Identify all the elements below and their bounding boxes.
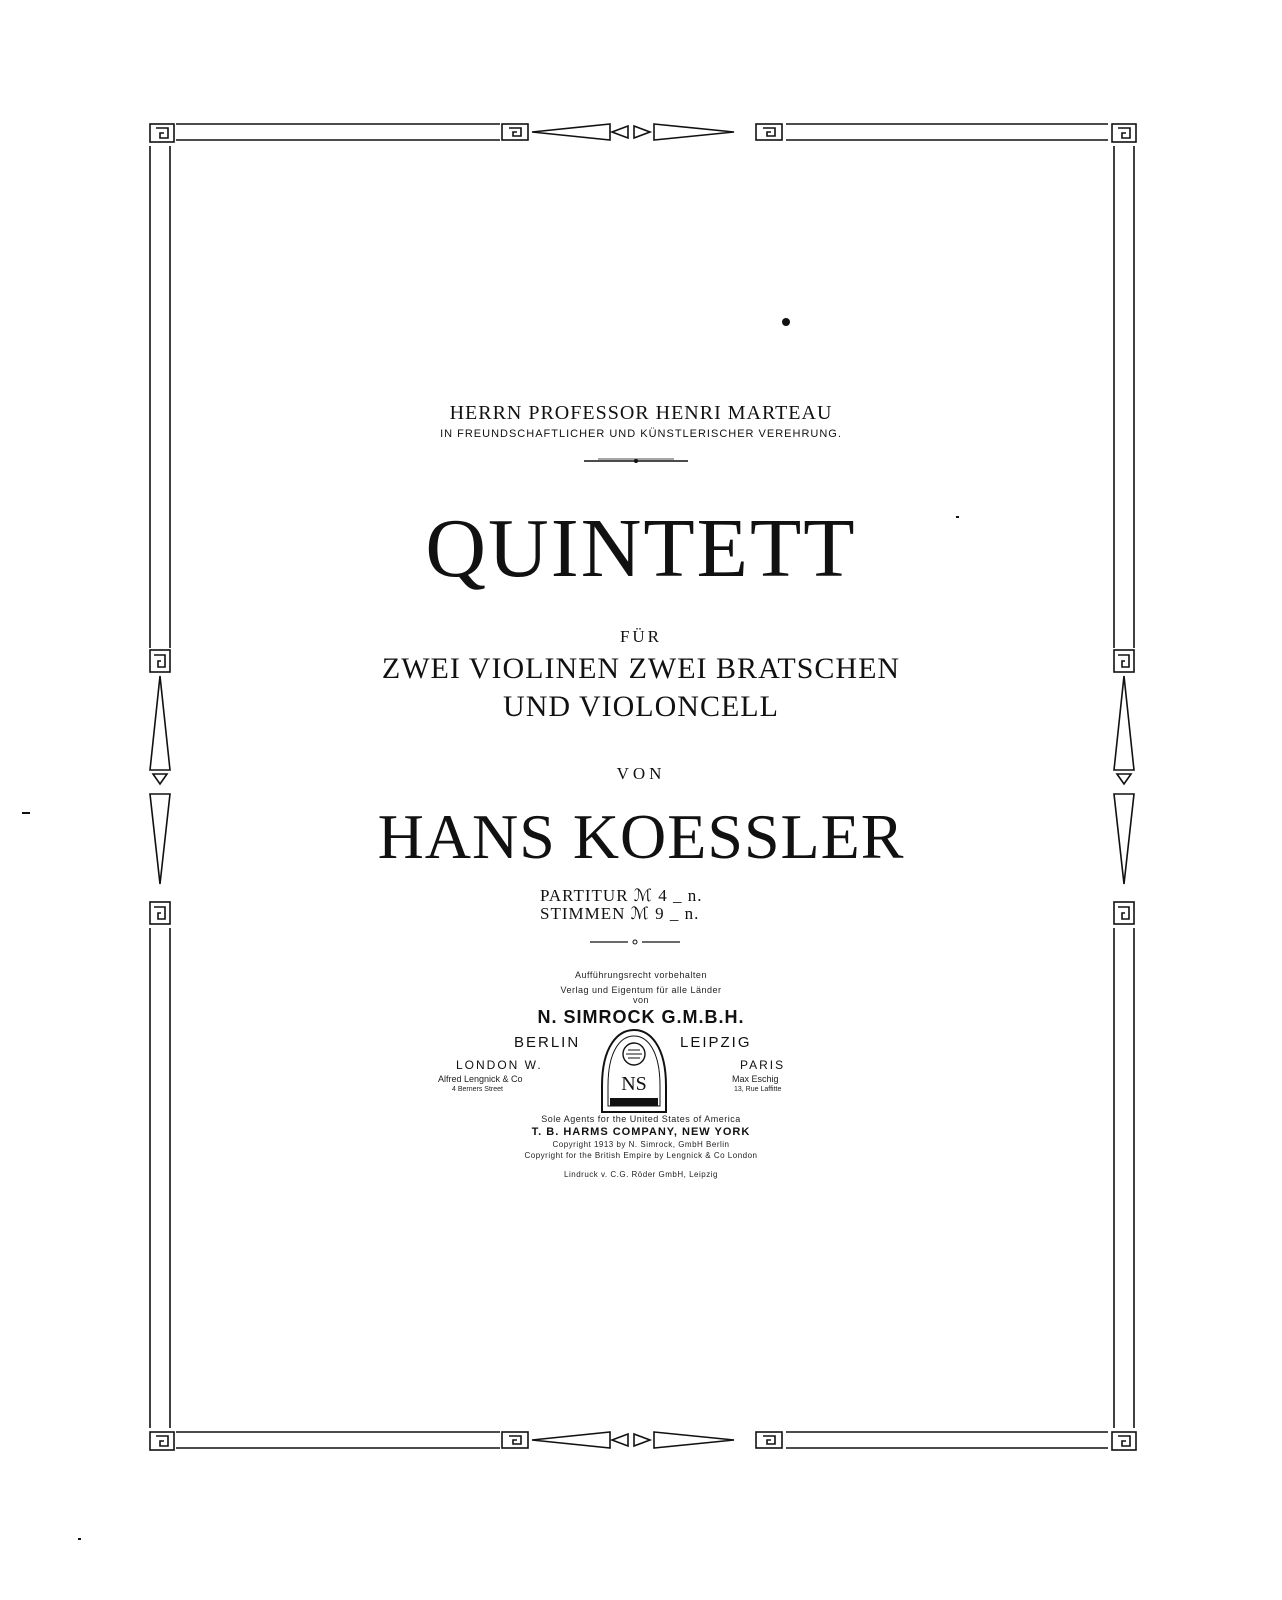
simrock-emblem: [596, 1026, 672, 1118]
printer-notice: Lindruck v. C.G. Röder GmbH, Leipzig: [564, 1170, 718, 1179]
city-berlin: BERLIN: [514, 1034, 581, 1051]
sole-agents-notice: Sole Agents for the United States of America: [541, 1114, 741, 1124]
property-notice: Verlag und Eigentum für alle Länder: [560, 985, 722, 995]
von-label: VON: [616, 764, 666, 783]
harms-company: T. B. HARMS COMPANY, NEW YORK: [531, 1126, 751, 1138]
composer-name: HANS KOESSLER: [377, 801, 905, 872]
scan-speck: [782, 318, 790, 326]
scan-speck: [956, 516, 959, 518]
city-paris: PARIS: [740, 1058, 786, 1072]
city-leipzig: LEIPZIG: [680, 1034, 752, 1051]
copyright-line-1: Copyright 1913 by N. Simrock, GmbH Berlin: [552, 1140, 730, 1149]
paris-agent: Max Eschig: [732, 1074, 779, 1084]
london-agent: Alfred Lengnick & Co: [438, 1074, 523, 1084]
publisher-name: N. SIMROCK G.M.B.H.: [537, 1007, 745, 1027]
rights-notice: Aufführungsrecht vorbehalten: [575, 970, 707, 980]
instrumentation-line-1: ZWEI VIOLINEN ZWEI BRATSCHEN: [381, 652, 901, 685]
dedication-line: HERRN PROFESSOR HENRI MARTEAU: [449, 402, 833, 424]
ornamental-divider: [584, 456, 688, 466]
price-partitur: PARTITUR ℳ 4 _ n.: [540, 886, 703, 905]
svg-text:NS: NS: [621, 1073, 647, 1095]
scan-speck: [78, 1538, 81, 1540]
paris-address: 13, Rue Laffitte: [734, 1086, 782, 1093]
price-stimmen: STIMMEN ℳ 9 _ n.: [540, 904, 700, 923]
small-divider: [590, 938, 680, 946]
dedication-subline: IN FREUNDSCHAFTLICHER UND KÜNSTLERISCHER VEREHRUNG.: [440, 428, 842, 440]
copyright-line-2: Copyright for the British Empire by Lengnick & Co London: [524, 1151, 758, 1160]
work-title: QUINTETT: [425, 502, 857, 595]
instrumentation-line-2: UND VIOLONCELL: [503, 690, 779, 723]
fuer-label: FÜR: [619, 627, 663, 646]
scan-speck: [22, 812, 30, 814]
von-small: von: [632, 995, 649, 1005]
london-address: 4 Berners Street: [452, 1086, 503, 1093]
city-london: LONDON W.: [456, 1058, 543, 1072]
